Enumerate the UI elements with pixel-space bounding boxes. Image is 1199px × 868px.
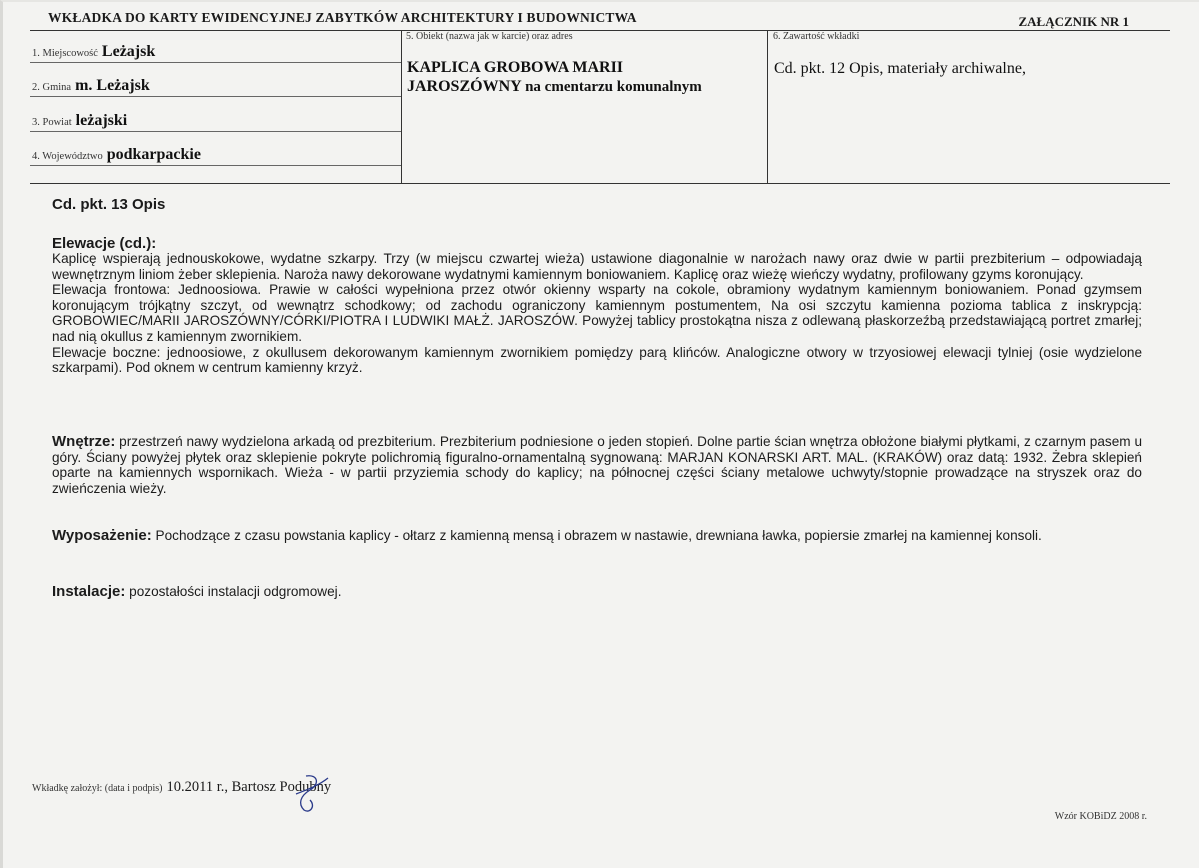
furnishing-text: Pochodzące z czasu powstania kaplicy - ołtarz z kamienną mensą i obrazem w nastawie, drewniana ławka, popiersie zmarłej na kamiennej konsoli. [151,528,1042,543]
header-bottom-rule [30,183,1170,184]
furnishing-heading: Wyposażenie: [52,527,152,544]
field-county [32,112,127,130]
field-commune [32,77,150,95]
column-divider-2 [767,30,768,183]
elevations-paragraph-2: Elewacja frontowa: Jednoosiowa. Prawie w całości wypełniona przez otwór okienny wsparty na cokole, obramiony wydatnym kamiennym boniowaniem. Ponad gzymsem koronującym trójkątny szczyt, od wewnątrz schodkowy; od zachodu ograniczony kamiennym postumentem, Na osi szczytu kamienna pozioma tablica z inskrypcją: GROBOWIEC/MARII JAROSZÓWNY/CÓRKI/PIOTRA I LUDWIKI MAŁŻ. JAROSZÓW. Powyżej tablicy prostokątna nisza z odlewaną płaskorzeźbą przedstawiającą portret zmarłej; nad nią okullus z kamiennym zwornikiem. [52,282,1142,344]
annex-label: ZAŁĄCZNIK NR 1 [1018,14,1129,29]
field-rule [30,131,401,132]
field-label: 4. Województwo [32,151,103,162]
installations-section [52,584,1142,600]
footer-label: Wkładkę założył: (data i podpis) [32,783,163,794]
interior-heading: Wnętrze: [52,433,116,450]
field-value: Leżajsk [101,43,156,60]
field-value: leżajski [75,112,128,129]
interior-section [52,434,1142,496]
elevations-paragraph-3: Elewacje boczne: jednoosiowe, z okullusem dekorowanym kamiennym zwornikiem pomiędzy parą klińców. Analogiczne otwory w trzyosiowej elewacji tylniej (osie wydzielone szkarpami). Pod oknem w centrum kamienny krzyż. [52,344,1142,376]
signature-stroke-icon [276,770,336,814]
field-rule [30,62,401,63]
field-label: 1. Miejscowość [32,48,98,59]
object-name-line1: KAPLICA GROBOWA MARII [407,59,624,76]
elevations-heading: Elewacje (cd.): [52,235,157,252]
field-value: m. Leżajsk [75,77,150,94]
header-top-rule [30,30,1170,31]
contents-value: Cd. pkt. 12 Opis, materiały archiwalne, [774,60,1026,77]
elevations-paragraph-1: Kaplicę wspierają jednouskokowe, wydatne szkarpy. Trzy (w miejscu czwartej wieża) ustawione diagonalnie w narożach nawy oraz dwie w partii prezbiterium – odpowiadają wewnętrznym liniom żeber sklepienia. Naroża nawy dekorowane wydatnymi kamiennym boniowaniem. Kaplicę oraz wieżę wieńczy wydatny, profilowany gzyms koronujący. [52,251,1142,282]
field-label: 3. Powiat [32,117,72,128]
object-address: na cmentarzu komunalnym [525,79,702,95]
field-voivodeship [32,146,201,164]
field-rule [30,165,401,166]
installations-text: pozostałości instalacji odgromowej. [125,584,342,599]
object-label: 5. Obiekt (nazwa jak w karcie) oraz adres [406,31,573,42]
field-rule [30,96,401,97]
section-heading: Cd. pkt. 13 Opis [52,196,166,213]
object-name [407,58,762,97]
field-value: podkarpackie [106,146,201,163]
field-label: 2. Gmina [32,82,72,93]
elevations-text [52,251,1142,376]
furnishing-section [52,528,1142,544]
object-name-line2: JAROSZÓWNY [407,78,522,95]
template-version: Wzór KOBiDZ 2008 r. [1054,811,1147,822]
contents-label: 6. Zawartość wkładki [773,31,860,42]
column-divider-1 [401,30,402,183]
field-locality [32,43,155,61]
interior-text: przestrzeń nawy wydzielona arkadą od prezbiterium. Prezbiterium podniesione o jeden stopień. Dolne partie ścian wnętrza obłożone białymi płytkami, z czarnym pasem u góry. Ściany powyżej płytek oraz sklepienie pokryte polichromią figuralno-ornamentalną sygnowaną: MARJAN KONARSKI ART. MAL. (KRAKÓW) oraz datą: 1932. Żebra sklepień oparte na kamiennych wspornikach. Wieża - w partii przyziemia schody do kaplicy; na północnej części ściany metalowe uchwyty/stopnie prowadzące na stryszek oraz do zwieńczenia wieży. [52,434,1142,496]
footer-signature: 10.2011 r., Bartosz Podubny [166,779,332,795]
form-title: WKŁADKA DO KARTY EWIDENCYJNEJ ZABYTKÓW ARCHITEKTURY I BUDOWNICTWA [48,10,637,25]
installations-heading: Instalacje: [52,583,126,600]
